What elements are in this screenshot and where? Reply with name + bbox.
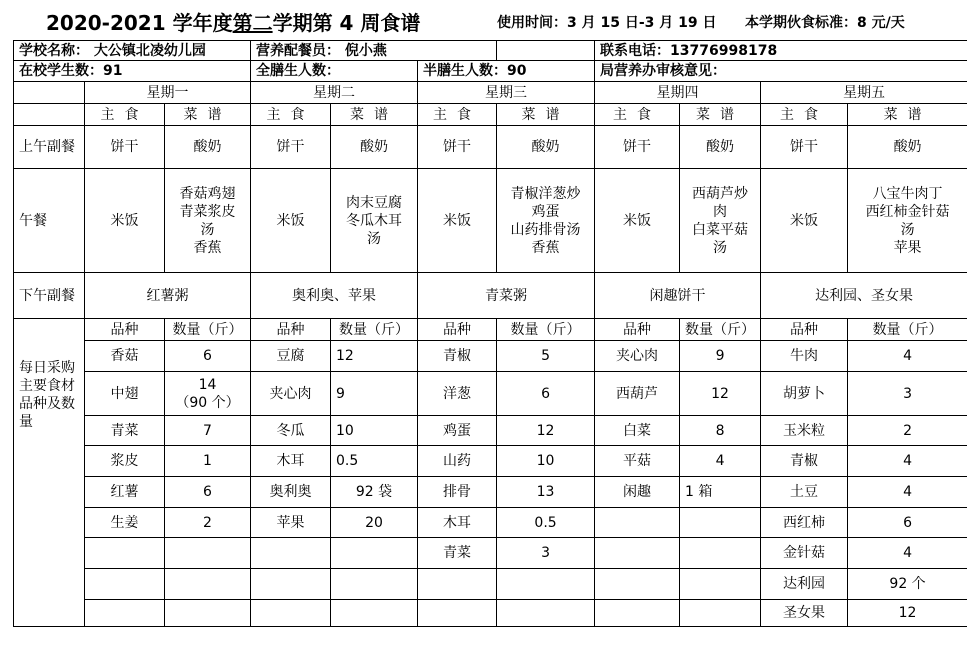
lunch-dish: 冬瓜木耳 xyxy=(346,212,403,229)
purchase-item: 青椒 xyxy=(761,446,848,477)
student-count: 在校学生数：91 xyxy=(14,61,251,82)
purchase-qty: 4 xyxy=(848,341,967,372)
purchase-item: 青椒 xyxy=(418,341,497,372)
purchase-item: 生姜 xyxy=(85,508,165,538)
lunch-dish: 青菜浆皮 xyxy=(179,203,236,220)
purchase-qty: 4 xyxy=(848,477,967,508)
purchase-item xyxy=(251,600,331,627)
purchase-qty: 0.5 xyxy=(497,508,595,538)
school-name: 学校名称： 大公镇北凌幼儿园 xyxy=(14,41,251,61)
day-1: 星期一 xyxy=(85,82,251,104)
purchase-row xyxy=(14,508,967,538)
purchase-item: 圣女果 xyxy=(761,600,848,627)
purchase-item: 西红柿 xyxy=(761,508,848,538)
sub-header-row xyxy=(14,104,967,126)
purchase-row xyxy=(14,372,967,416)
lunch-dish: 香菇鸡翅 xyxy=(179,185,236,202)
afternoon-snack: 奥利奥、苹果 xyxy=(251,273,418,319)
purchase-qty: 20 xyxy=(331,508,418,538)
lunch-staple: 米饭 xyxy=(418,169,497,273)
staple-header: 主食 xyxy=(418,104,497,126)
purchase-item xyxy=(85,538,165,569)
purchase-qty: 2 xyxy=(165,508,251,538)
afternoon-snack: 达利园、圣女果 xyxy=(761,273,967,319)
lunch-staple: 米饭 xyxy=(761,169,848,273)
purchase-item xyxy=(251,538,331,569)
purchase-item xyxy=(85,600,165,627)
page-title xyxy=(46,7,420,36)
dietitian: 营养配餐员： 倪小燕 xyxy=(251,41,497,61)
purchase-label: 每日采购主要食材品种及数量 xyxy=(14,319,85,627)
purchase-item xyxy=(595,569,680,600)
dishes-header: 菜谱 xyxy=(165,104,251,126)
purchase-item: 闲趣 xyxy=(595,477,680,508)
staple-header: 主食 xyxy=(761,104,848,126)
purchase-qty: 10 xyxy=(497,446,595,477)
purchase-row xyxy=(14,416,967,446)
purchase-qty: 6 xyxy=(497,372,595,416)
qty-header: 数量（斤） xyxy=(165,319,251,341)
purchase-qty: 2 xyxy=(848,416,967,446)
purchase-item xyxy=(85,569,165,600)
purchase-item: 洋葱 xyxy=(418,372,497,416)
afternoon-snack: 闲趣饼干 xyxy=(595,273,761,319)
morning-staple: 饼干 xyxy=(251,126,331,169)
purchase-item: 青菜 xyxy=(418,538,497,569)
purchase-qty xyxy=(165,600,251,627)
purchase-item: 西葫芦 xyxy=(595,372,680,416)
purchase-item: 排骨 xyxy=(418,477,497,508)
lunch-dishes xyxy=(680,169,761,273)
purchase-item: 红薯 xyxy=(85,477,165,508)
purchase-qty: 6 xyxy=(165,477,251,508)
purchase-item: 奥利奥 xyxy=(251,477,331,508)
day-4: 星期四 xyxy=(595,82,761,104)
purchase-qty: 4 xyxy=(680,446,761,477)
lunch-dish: 八宝牛肉丁 xyxy=(872,185,943,202)
purchase-qty xyxy=(331,600,418,627)
purchase-qty: 9 xyxy=(331,372,418,416)
purchase-item xyxy=(595,538,680,569)
purchase-qty: 9 xyxy=(680,341,761,372)
purchase-item: 金针菇 xyxy=(761,538,848,569)
dishes-header: 菜谱 xyxy=(848,104,967,126)
qty-header: 数量（斤） xyxy=(680,319,761,341)
page-header xyxy=(0,0,967,40)
dishes-header: 菜谱 xyxy=(331,104,418,126)
afternoon-snack-row xyxy=(14,273,967,319)
purchase-item: 牛肉 xyxy=(761,341,848,372)
purchase-qty: 12 xyxy=(331,341,418,372)
staple-header: 主食 xyxy=(595,104,680,126)
purchase-qty: 4 xyxy=(848,446,967,477)
purchase-item: 平菇 xyxy=(595,446,680,477)
purchase-qty xyxy=(497,600,595,627)
lunch-dish: 肉 xyxy=(713,203,728,220)
purchase-item: 中翅 xyxy=(85,372,165,416)
dishes-header: 菜谱 xyxy=(497,104,595,126)
purchase-qty xyxy=(165,372,251,416)
purchase-item xyxy=(595,600,680,627)
lunch-dish: 肉末豆腐 xyxy=(346,194,403,211)
morning-staple: 饼干 xyxy=(85,126,165,169)
afternoon-label: 下午副餐 xyxy=(14,273,85,319)
lunch-dish: 苹果 xyxy=(893,239,922,256)
purchase-qty: 6 xyxy=(848,508,967,538)
full-board-count: 全膳生人数： xyxy=(251,61,418,82)
purchase-row xyxy=(14,600,967,627)
title-prefix: 2020-2021 学年度 xyxy=(46,11,233,35)
purchase-header-row xyxy=(14,319,967,341)
purchase-qty: 3 xyxy=(497,538,595,569)
purchase-item xyxy=(251,569,331,600)
lunch-dish: 香蕉 xyxy=(193,239,222,256)
purchase-qty: 12 xyxy=(497,416,595,446)
purchase-item: 土豆 xyxy=(761,477,848,508)
phone: 联系电话：13776998178 xyxy=(595,41,967,61)
purchase-qty: 8 xyxy=(680,416,761,446)
item-header: 品种 xyxy=(85,319,165,341)
lunch-dish: 鸡蛋 xyxy=(531,203,560,220)
morning-staple: 饼干 xyxy=(418,126,497,169)
purchase-item: 豆腐 xyxy=(251,341,331,372)
purchase-qty xyxy=(165,538,251,569)
purchase-row xyxy=(14,538,967,569)
half-board-count: 半膳生人数：90 xyxy=(418,61,595,82)
dishes-header: 菜谱 xyxy=(680,104,761,126)
qty-header: 数量（斤） xyxy=(848,319,967,341)
purchase-item: 玉米粒 xyxy=(761,416,848,446)
lunch-dish: 汤 xyxy=(713,239,728,256)
purchase-qty xyxy=(680,569,761,600)
purchase-item: 山药 xyxy=(418,446,497,477)
purchase-item: 香菇 xyxy=(85,341,165,372)
purchase-item: 冬瓜 xyxy=(251,416,331,446)
day-header-row xyxy=(14,82,967,104)
corner-cell xyxy=(14,82,85,104)
purchase-row xyxy=(14,477,967,508)
lunch-dish: 青椒洋葱炒 xyxy=(510,185,581,202)
usage-time: 使用时间：3 月 15 日-3 月 19 日 xyxy=(497,15,717,31)
lunch-staple: 米饭 xyxy=(85,169,165,273)
lunch-dishes xyxy=(331,169,418,273)
purchase-item xyxy=(595,508,680,538)
purchase-row xyxy=(14,446,967,477)
info-row-2 xyxy=(14,61,967,82)
purchase-item xyxy=(418,569,497,600)
purchase-qty: 1 箱 xyxy=(680,477,761,508)
purchase-qty: 0.5 xyxy=(331,446,418,477)
purchase-item: 青菜 xyxy=(85,416,165,446)
info-blank xyxy=(497,41,595,61)
afternoon-snack: 红薯粥 xyxy=(85,273,251,319)
morning-dish: 酸奶 xyxy=(848,126,967,169)
qty-header: 数量（斤） xyxy=(497,319,595,341)
lunch-dishes xyxy=(165,169,251,273)
morning-snack-row xyxy=(14,126,967,169)
lunch-dish: 汤 xyxy=(900,221,915,238)
purchase-qty xyxy=(165,569,251,600)
purchase-item: 夹心肉 xyxy=(595,341,680,372)
purchase-qty: 4 xyxy=(848,538,967,569)
review-opinion: 局营养办审核意见： xyxy=(595,61,967,82)
qty-header: 数量（斤） xyxy=(331,319,418,341)
day-2: 星期二 xyxy=(251,82,418,104)
item-header: 品种 xyxy=(418,319,497,341)
purchase-qty-note: （90 个） xyxy=(175,394,240,411)
lunch-dish: 白菜平菇 xyxy=(692,221,749,238)
menu-table xyxy=(13,40,967,627)
item-header: 品种 xyxy=(595,319,680,341)
purchase-qty xyxy=(680,538,761,569)
purchase-qty: 10 xyxy=(331,416,418,446)
purchase-qty xyxy=(680,508,761,538)
morning-dish: 酸奶 xyxy=(165,126,251,169)
purchase-item: 白菜 xyxy=(595,416,680,446)
meal-standard: 本学期伙食标准：8 元/天 xyxy=(745,15,905,31)
lunch-staple: 米饭 xyxy=(595,169,680,273)
morning-dish: 酸奶 xyxy=(680,126,761,169)
title-underlined: 第二 xyxy=(232,11,273,35)
purchase-item: 木耳 xyxy=(418,508,497,538)
day-3: 星期三 xyxy=(418,82,595,104)
purchase-qty: 12 xyxy=(848,600,967,627)
corner-cell xyxy=(14,104,85,126)
purchase-item: 达利园 xyxy=(761,569,848,600)
morning-dish: 酸奶 xyxy=(331,126,418,169)
lunch-dish: 汤 xyxy=(367,230,382,247)
title-suffix: 学期第 4 周食谱 xyxy=(272,11,421,35)
morning-staple: 饼干 xyxy=(761,126,848,169)
lunch-dish: 西葫芦炒 xyxy=(692,185,749,202)
morning-staple: 饼干 xyxy=(595,126,680,169)
lunch-dish: 西红柿金针菇 xyxy=(865,203,950,220)
lunch-dishes xyxy=(848,169,967,273)
lunch-label: 午餐 xyxy=(14,169,85,273)
purchase-item: 夹心肉 xyxy=(251,372,331,416)
purchase-qty xyxy=(331,569,418,600)
item-header: 品种 xyxy=(761,319,848,341)
lunch-dishes xyxy=(497,169,595,273)
purchase-qty: 92 袋 xyxy=(331,477,418,508)
day-5: 星期五 xyxy=(761,82,967,104)
purchase-item xyxy=(418,600,497,627)
purchase-row xyxy=(14,341,967,372)
purchase-qty: 5 xyxy=(497,341,595,372)
item-header: 品种 xyxy=(251,319,331,341)
info-row-1 xyxy=(14,41,967,61)
staple-header: 主食 xyxy=(85,104,165,126)
purchase-qty xyxy=(497,569,595,600)
purchase-qty xyxy=(680,600,761,627)
staple-header: 主食 xyxy=(251,104,331,126)
purchase-row xyxy=(14,569,967,600)
morning-label: 上午副餐 xyxy=(14,126,85,169)
purchase-qty: 13 xyxy=(497,477,595,508)
purchase-item: 木耳 xyxy=(251,446,331,477)
purchase-qty: 1 xyxy=(165,446,251,477)
purchase-qty: 92 个 xyxy=(848,569,967,600)
lunch-dish: 山药排骨汤 xyxy=(510,221,581,238)
purchase-item: 鸡蛋 xyxy=(418,416,497,446)
purchase-qty-value: 14 xyxy=(198,376,217,393)
afternoon-snack: 青菜粥 xyxy=(418,273,595,319)
purchase-qty: 6 xyxy=(165,341,251,372)
lunch-dish: 香蕉 xyxy=(531,239,560,256)
lunch-dish: 汤 xyxy=(200,221,215,238)
morning-dish: 酸奶 xyxy=(497,126,595,169)
purchase-qty: 12 xyxy=(680,372,761,416)
purchase-item: 苹果 xyxy=(251,508,331,538)
lunch-staple: 米饭 xyxy=(251,169,331,273)
purchase-qty xyxy=(331,538,418,569)
purchase-qty: 7 xyxy=(165,416,251,446)
purchase-qty: 3 xyxy=(848,372,967,416)
lunch-row xyxy=(14,169,967,273)
purchase-item: 胡萝卜 xyxy=(761,372,848,416)
purchase-item: 浆皮 xyxy=(85,446,165,477)
